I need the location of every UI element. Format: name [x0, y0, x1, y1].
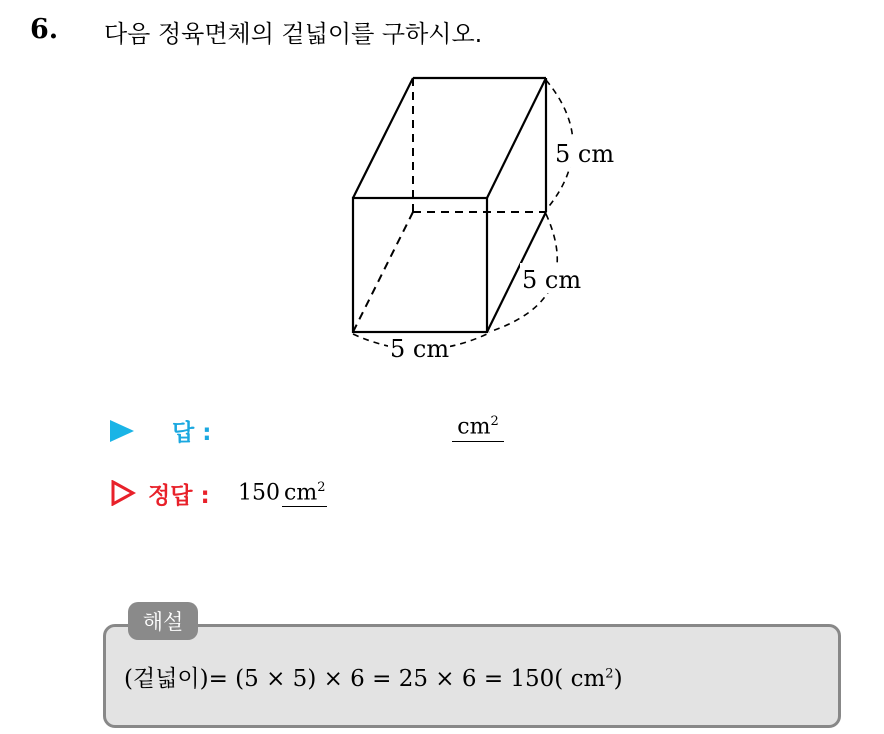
explanation-formula-exponent: 2: [605, 666, 614, 682]
cube-edge: [353, 78, 413, 198]
explanation-formula: [124, 660, 623, 693]
cube-hidden-edge: [353, 212, 413, 332]
solution-row: [110, 474, 530, 514]
depth-label: 5 cm: [522, 266, 582, 294]
answer-blank[interactable]: [452, 414, 504, 442]
question-text: 다음 정육면체의 겉넓이를 구하시오.: [104, 20, 483, 48]
solution-unit: cm: [284, 480, 318, 506]
height-label: 5 cm: [555, 140, 615, 168]
answer-label: 답 :: [172, 420, 212, 446]
answer-unit-exponent: 2: [490, 414, 499, 429]
cube-edge: [487, 78, 546, 198]
play-icon: [110, 420, 134, 442]
outline-play-icon: [110, 480, 136, 506]
solution-value: 150: [238, 480, 280, 506]
answer-row: [110, 412, 530, 448]
answer-unit: cm: [457, 414, 491, 440]
solution-unit-exponent: 2: [317, 480, 326, 495]
cube-front-face: [353, 198, 487, 332]
solution-value-wrap: [238, 480, 327, 507]
question-number: 6.: [30, 14, 59, 45]
explanation-formula-close: ): [613, 666, 623, 692]
solution-unit-wrap: [282, 480, 327, 507]
width-label: 5 cm: [390, 335, 450, 363]
explanation-tab: 해설: [128, 602, 198, 640]
solution-label: 정답 :: [148, 483, 210, 509]
explanation-formula-text: (겉넓이)= (5 × 5) × 6 = 25 × 6 = 150( cm: [124, 666, 606, 692]
